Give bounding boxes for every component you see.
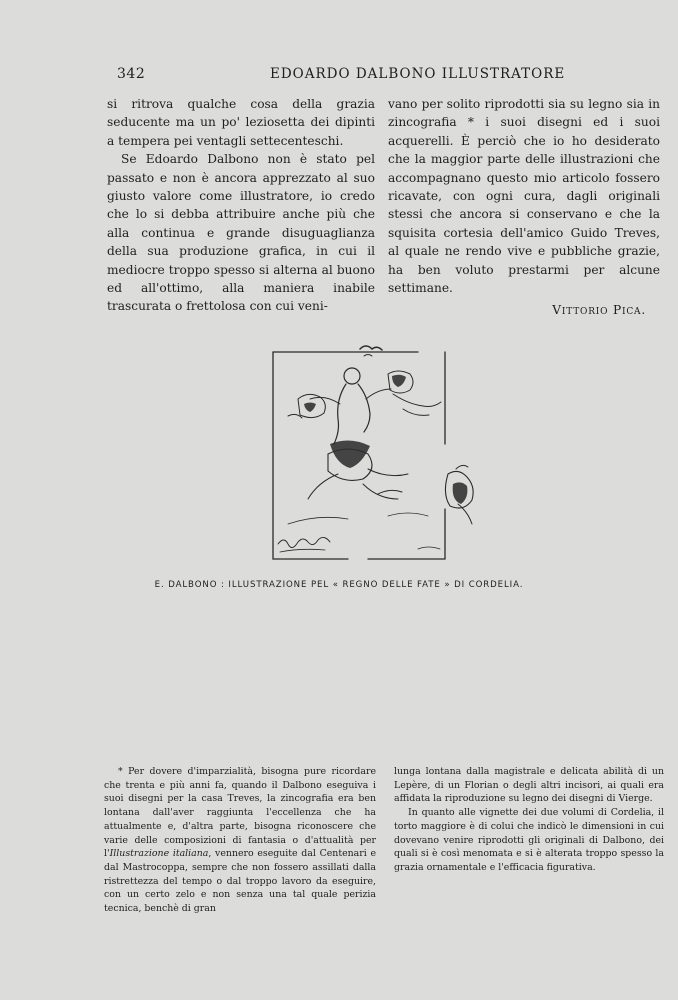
footnote-paragraph: lunga lontana dalla magistrale e delicata abilità di un Lepère, di un Florian o degli altri incisori, ai quali era affidata la riproduzione su legno dei disegni di Vierge.: [394, 766, 664, 805]
page-number: 342: [117, 66, 146, 82]
fairy-illustration: [268, 344, 518, 569]
figure-caption: E. DALBONO : ILLUSTRAZIONE PEL « REGNO DELLE FATE » DI CORDELIA.: [154, 580, 524, 590]
footnote-text: , vennero eseguite dal Centenari e dal Mastrocoppa, sempre che non fossero assillati dalla ristrettezza del tempo o dal troppo lavoro da eseguire, con un certo zelo e non senza una tal quale perizia tecnica, benchè di gran: [104, 848, 376, 915]
footnote-paragraph: [104, 765, 376, 916]
author-signature: Vittorio Pica.: [552, 303, 646, 318]
footnote-italic-title: Illustrazione italiana: [109, 848, 209, 860]
body-right-column: [388, 95, 660, 320]
illustration-figure: [268, 344, 518, 569]
footnote-paragraph: In quanto alle vignette dei due volumi di Cordelia, il torto maggiore è di colui che indicò le dimensioni in cui dovevano venire riprodotti gli originali di Dalbono, dei quali si è così menomata e si è alterata troppo spesso la grazia ornamentale e l'efficacia figurativa.: [394, 807, 664, 873]
running-title: EDOARDO DALBONO ILLUSTRATORE: [270, 66, 566, 82]
paragraph: Se Edoardo Dalbono non è stato pel passato e non è ancora apprezzato al suo giusto valore come illustratore, io credo che lo si debba attribuire anche più che alla continua e grande disuguaglianza della sua produzione grafica, in cui il mediocre troppo spesso si alterna al buono ed all'ottimo, alla maniera inabile trascurata o frettolosa con cui veni-: [107, 152, 375, 314]
footnote-text: * Per dovere d'imparzialità, bisogna pure ricordare che trenta e più anni fa, quando il Dalbono eseguiva i suoi disegni per la casa Treves, la zincografia era ben lontana dall'aver raggiunta l'eccellenza che ha attualmente e, d'altra parte, bisogna riconoscere che varie delle composizioni di fantasia o d'attualità per l': [104, 766, 376, 860]
footnote-right: [394, 765, 664, 875]
footnote-left: [104, 765, 376, 916]
paragraph: si ritrova qualche cosa della grazia seducente ma un po' leziosetta dei dipinti a tempera pei ventagli settecenteschi.: [107, 97, 375, 148]
paragraph: vano per solito riprodotti sia su legno sia in zincografia * i suoi disegni ed i suoi acquerelli. È perciò che io ho desiderato che la maggior parte delle illustrazioni che accompagnano questo mio articolo fossero ricavate, con ogni cura, dagli originali stessi che ancora si conservano e che la squisita cortesia dell'amico Guido Treves, al quale ne rendo vive e pubbliche grazie, ha ben voluto prestarmi per alcune settimane.: [388, 97, 660, 296]
body-left-column: [107, 95, 375, 316]
